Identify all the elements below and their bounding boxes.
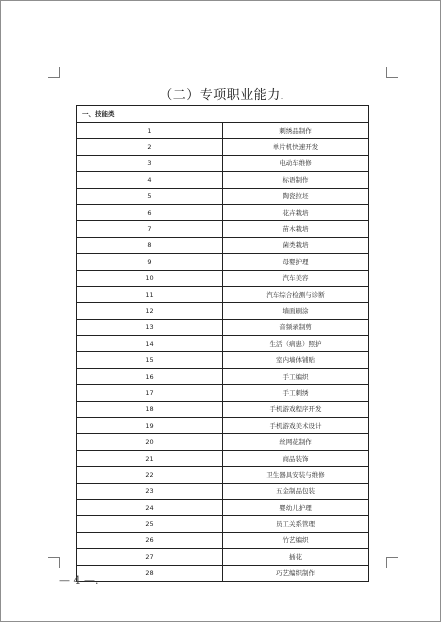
row-number: 4 (77, 172, 223, 188)
table-row (77, 237, 369, 253)
row-number: 1 (77, 123, 223, 139)
row-number: 24 (77, 499, 223, 515)
row-number: 15 (77, 352, 223, 368)
table-row (77, 254, 369, 270)
occupation-name: 墙面刷涂 (223, 303, 369, 319)
section-title-text: （二）专项职业能力 (159, 88, 281, 103)
occupation-name: 花卉栽培 (223, 204, 369, 220)
row-number: 23 (77, 483, 223, 499)
table-row (77, 532, 369, 548)
table-row (77, 434, 369, 450)
occupation-name: 卫生器具安装与维修 (223, 467, 369, 483)
occupation-name: 插花 (223, 549, 369, 565)
table-row (77, 204, 369, 220)
category-row (77, 106, 369, 123)
table-row (77, 123, 369, 139)
occupation-table-container (76, 105, 369, 578)
occupation-name: 菌类栽培 (223, 237, 369, 253)
row-number: 17 (77, 385, 223, 401)
occupation-name: 巧艺编织制作 (223, 565, 369, 581)
category-label: 一、技能类 (77, 106, 369, 123)
crop-mark-bottom-left (59, 557, 60, 568)
occupation-name: 汽车综合检测与诊断 (223, 286, 369, 302)
occupation-name: 陶瓷拉坯 (223, 188, 369, 204)
occupation-table (76, 105, 369, 582)
table-row (77, 155, 369, 171)
row-number: 21 (77, 450, 223, 466)
section-title (1, 84, 442, 103)
occupation-name: 婴幼儿护理 (223, 499, 369, 515)
occupation-name: 竹艺编织 (223, 532, 369, 548)
row-number: 2 (77, 139, 223, 155)
occupation-name: 汽车美容 (223, 270, 369, 286)
table-row (77, 221, 369, 237)
row-number: 28 (77, 565, 223, 581)
occupation-name: 手机游戏程序开发 (223, 401, 369, 417)
table-row (77, 319, 369, 335)
row-number: 6 (77, 204, 223, 220)
row-number: 14 (77, 336, 223, 352)
occupation-name: 商品装饰 (223, 450, 369, 466)
table-row (77, 483, 369, 499)
row-number: 3 (77, 155, 223, 171)
table-row (77, 303, 369, 319)
row-number: 11 (77, 286, 223, 302)
table-row (77, 385, 369, 401)
crop-mark-top-right (386, 77, 398, 78)
occupation-name: 员工关系管理 (223, 516, 369, 532)
table-row (77, 418, 369, 434)
occupation-name: 生活（病患）照护 (223, 336, 369, 352)
occupation-name: 五金制品包装 (223, 483, 369, 499)
table-row (77, 401, 369, 417)
row-number: 12 (77, 303, 223, 319)
occupation-name: 手机游戏美术设计 (223, 418, 369, 434)
row-number: 26 (77, 532, 223, 548)
occupation-name: 室内墙体铺贴 (223, 352, 369, 368)
paragraph-mark: . (280, 92, 284, 101)
row-number: 27 (77, 549, 223, 565)
row-number: 22 (77, 467, 223, 483)
table-row (77, 450, 369, 466)
occupation-name: 母婴护理 (223, 254, 369, 270)
table-row (77, 565, 369, 581)
row-number: 19 (77, 418, 223, 434)
row-number: 10 (77, 270, 223, 286)
row-number: 13 (77, 319, 223, 335)
row-number: 18 (77, 401, 223, 417)
table-row (77, 467, 369, 483)
row-number: 7 (77, 221, 223, 237)
occupation-name: 音频录制剪 (223, 319, 369, 335)
table-row (77, 286, 369, 302)
row-number: 20 (77, 434, 223, 450)
occupation-name: 标语制作 (223, 172, 369, 188)
row-number: 16 (77, 368, 223, 384)
table-row (77, 549, 369, 565)
table-row (77, 516, 369, 532)
occupation-name: 单片机快速开发 (223, 139, 369, 155)
table-row (77, 336, 369, 352)
row-number: 8 (77, 237, 223, 253)
occupation-name: 手工编织 (223, 368, 369, 384)
table-row (77, 172, 369, 188)
occupation-name: 电动车维修 (223, 155, 369, 171)
occupation-name: 手工刺绣 (223, 385, 369, 401)
table-row (77, 499, 369, 515)
occupation-name: 苗木栽培 (223, 221, 369, 237)
table-row (77, 139, 369, 155)
row-number: 9 (77, 254, 223, 270)
table-row (77, 270, 369, 286)
table-row (77, 352, 369, 368)
page-number: — 4 —. (59, 574, 99, 587)
table-row (77, 368, 369, 384)
crop-mark-bottom-right (386, 557, 398, 558)
crop-mark-bottom-left (48, 557, 60, 558)
occupation-name: 刺绣品制作 (223, 123, 369, 139)
row-number: 25 (77, 516, 223, 532)
occupation-name: 丝网花制作 (223, 434, 369, 450)
crop-mark-bottom-right (386, 557, 387, 568)
table-row (77, 188, 369, 204)
crop-mark-top-left (48, 77, 60, 78)
row-number: 5 (77, 188, 223, 204)
